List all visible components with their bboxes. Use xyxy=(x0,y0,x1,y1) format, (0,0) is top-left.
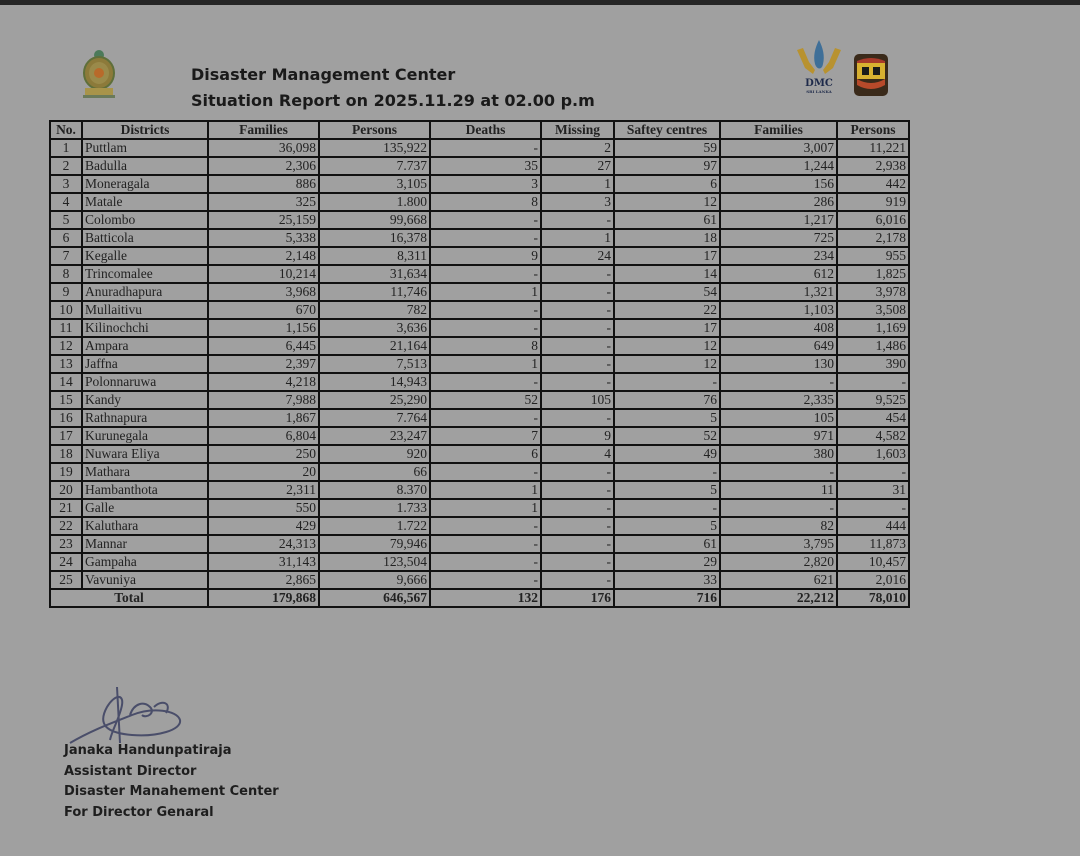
cell-persons: 3,105 xyxy=(319,175,430,193)
cell-safety-centres: 5 xyxy=(614,481,720,499)
cell-district: Gampaha xyxy=(82,553,208,571)
cell-deaths: - xyxy=(430,373,541,391)
cell-missing: 105 xyxy=(541,391,614,409)
cell-no: 1 xyxy=(50,139,82,157)
dmc-sri-lanka-logo xyxy=(793,38,845,96)
col-header-families: Families xyxy=(208,121,319,139)
cell-district: Batticola xyxy=(82,229,208,247)
total-label: Total xyxy=(50,589,208,607)
cell-safety-centres: 17 xyxy=(614,247,720,265)
cell-district: Colombo xyxy=(82,211,208,229)
signatory-name: Janaka Handunpatiraja xyxy=(64,743,232,758)
cell-no: 12 xyxy=(50,337,82,355)
cell-no: 5 xyxy=(50,211,82,229)
cell-no: 2 xyxy=(50,157,82,175)
cell-deaths: 1 xyxy=(430,481,541,499)
cell-safety-centres: 5 xyxy=(614,517,720,535)
cell-families: 2,311 xyxy=(208,481,319,499)
cell-deaths: - xyxy=(430,301,541,319)
cell-persons: 16,378 xyxy=(319,229,430,247)
cell-missing: - xyxy=(541,265,614,283)
cell-safety-centres: 12 xyxy=(614,337,720,355)
cell-no: 23 xyxy=(50,535,82,553)
cell-families: 429 xyxy=(208,517,319,535)
cell-district: Vavuniya xyxy=(82,571,208,589)
cell-deaths: 52 xyxy=(430,391,541,409)
cell-families: 2,148 xyxy=(208,247,319,265)
cell-no: 16 xyxy=(50,409,82,427)
cell-sc-persons: 442 xyxy=(837,175,909,193)
cell-missing: - xyxy=(541,481,614,499)
cell-sc-persons: 31 xyxy=(837,481,909,499)
cell-sc-persons: 2,016 xyxy=(837,571,909,589)
cell-no: 10 xyxy=(50,301,82,319)
cell-families: 20 xyxy=(208,463,319,481)
table-row xyxy=(50,571,909,589)
cell-no: 15 xyxy=(50,391,82,409)
situation-report-table xyxy=(49,120,910,608)
table-row xyxy=(50,517,909,535)
cell-safety-centres: - xyxy=(614,373,720,391)
cell-sc-persons: 1,603 xyxy=(837,445,909,463)
cell-missing: 3 xyxy=(541,193,614,211)
cell-deaths: 7 xyxy=(430,427,541,445)
cell-safety-centres: 61 xyxy=(614,535,720,553)
cell-district: Ampara xyxy=(82,337,208,355)
cell-families: 1,867 xyxy=(208,409,319,427)
cell-deaths: 8 xyxy=(430,337,541,355)
total-row xyxy=(50,589,909,607)
cell-persons: 123,504 xyxy=(319,553,430,571)
cell-families: 4,218 xyxy=(208,373,319,391)
dmc-logo-subtext: SRI LANKA xyxy=(806,89,832,94)
signatory-organization: Disaster Manahement Center xyxy=(64,784,279,799)
cell-deaths: - xyxy=(430,265,541,283)
cell-no: 21 xyxy=(50,499,82,517)
cell-missing: 27 xyxy=(541,157,614,175)
cell-sc-families: 82 xyxy=(720,517,837,535)
table-row xyxy=(50,463,909,481)
cell-missing: 1 xyxy=(541,175,614,193)
table-row xyxy=(50,445,909,463)
cell-missing: - xyxy=(541,553,614,571)
table-row xyxy=(50,265,909,283)
cell-district: Kurunegala xyxy=(82,427,208,445)
cell-no: 18 xyxy=(50,445,82,463)
cell-sc-families: 2,335 xyxy=(720,391,837,409)
cell-persons: 66 xyxy=(319,463,430,481)
sri-lanka-emblem-icon xyxy=(80,48,118,100)
cell-missing: - xyxy=(541,535,614,553)
cell-sc-persons: 444 xyxy=(837,517,909,535)
cell-district: Jaffna xyxy=(82,355,208,373)
cell-sc-families: 234 xyxy=(720,247,837,265)
organization-title: Disaster Management Center xyxy=(191,65,456,84)
table-row xyxy=(50,373,909,391)
cell-district: Hambanthota xyxy=(82,481,208,499)
cell-families: 31,143 xyxy=(208,553,319,571)
col-header-districts: Districts xyxy=(82,121,208,139)
cell-no: 6 xyxy=(50,229,82,247)
cell-missing: 9 xyxy=(541,427,614,445)
cell-families: 886 xyxy=(208,175,319,193)
cell-no: 17 xyxy=(50,427,82,445)
cell-safety-centres: 22 xyxy=(614,301,720,319)
top-bar xyxy=(0,0,1080,5)
handwritten-signature xyxy=(62,685,192,745)
cell-deaths: - xyxy=(430,463,541,481)
cell-safety-centres: 52 xyxy=(614,427,720,445)
cell-sc-families: 130 xyxy=(720,355,837,373)
table-row xyxy=(50,301,909,319)
report-header xyxy=(191,62,595,114)
cell-families: 3,968 xyxy=(208,283,319,301)
cell-persons: 21,164 xyxy=(319,337,430,355)
cell-missing: - xyxy=(541,355,614,373)
cell-safety-centres: 59 xyxy=(614,139,720,157)
cell-families: 550 xyxy=(208,499,319,517)
table-row xyxy=(50,247,909,265)
cell-district: Galle xyxy=(82,499,208,517)
cell-deaths: - xyxy=(430,535,541,553)
cell-deaths: 9 xyxy=(430,247,541,265)
dmc-logo-text: DMC xyxy=(805,78,833,89)
cell-missing: - xyxy=(541,337,614,355)
cell-missing: - xyxy=(541,571,614,589)
cell-deaths: - xyxy=(430,571,541,589)
cell-sc-persons: 2,178 xyxy=(837,229,909,247)
table-row xyxy=(50,157,909,175)
cell-no: 22 xyxy=(50,517,82,535)
cell-sc-families: 1,244 xyxy=(720,157,837,175)
cell-families: 2,306 xyxy=(208,157,319,175)
table-row xyxy=(50,319,909,337)
cell-persons: 1.722 xyxy=(319,517,430,535)
cell-sc-persons: - xyxy=(837,463,909,481)
cell-no: 3 xyxy=(50,175,82,193)
cell-sc-families: - xyxy=(720,373,837,391)
table-row xyxy=(50,553,909,571)
cell-missing: - xyxy=(541,463,614,481)
total-persons: 646,567 xyxy=(319,589,430,607)
cell-sc-persons: 919 xyxy=(837,193,909,211)
cell-sc-families: 2,820 xyxy=(720,553,837,571)
cell-sc-persons: 390 xyxy=(837,355,909,373)
cell-safety-centres: 17 xyxy=(614,319,720,337)
signatory-block xyxy=(64,741,279,823)
cell-district: Matale xyxy=(82,193,208,211)
cell-persons: 99,668 xyxy=(319,211,430,229)
cell-missing: - xyxy=(541,211,614,229)
cell-sc-families: 156 xyxy=(720,175,837,193)
cell-sc-families: 649 xyxy=(720,337,837,355)
col-header-sc-families: Families xyxy=(720,121,837,139)
cell-sc-persons: 1,825 xyxy=(837,265,909,283)
cell-no: 19 xyxy=(50,463,82,481)
cell-deaths: 6 xyxy=(430,445,541,463)
report-title: Situation Report on 2025.11.29 at 02.00 p.m xyxy=(191,91,595,110)
table-row xyxy=(50,193,909,211)
cell-district: Nuwara Eliya xyxy=(82,445,208,463)
cell-district: Puttlam xyxy=(82,139,208,157)
cell-persons: 8.370 xyxy=(319,481,430,499)
cell-sc-families: 621 xyxy=(720,571,837,589)
cell-families: 5,338 xyxy=(208,229,319,247)
cell-no: 13 xyxy=(50,355,82,373)
cell-safety-centres: 5 xyxy=(614,409,720,427)
cell-district: Mannar xyxy=(82,535,208,553)
flag-crest-logo xyxy=(853,53,889,97)
cell-district: Kilinochchi xyxy=(82,319,208,337)
table-row xyxy=(50,391,909,409)
cell-deaths: - xyxy=(430,517,541,535)
cell-deaths: 1 xyxy=(430,355,541,373)
cell-no: 8 xyxy=(50,265,82,283)
table-row xyxy=(50,355,909,373)
total-sc-persons: 78,010 xyxy=(837,589,909,607)
cell-persons: 79,946 xyxy=(319,535,430,553)
cell-sc-persons: 1,486 xyxy=(837,337,909,355)
cell-missing: 2 xyxy=(541,139,614,157)
cell-missing: - xyxy=(541,499,614,517)
cell-safety-centres: 33 xyxy=(614,571,720,589)
cell-safety-centres: - xyxy=(614,499,720,517)
cell-no: 14 xyxy=(50,373,82,391)
cell-sc-persons: 4,582 xyxy=(837,427,909,445)
cell-persons: 7.737 xyxy=(319,157,430,175)
cell-district: Anuradhapura xyxy=(82,283,208,301)
total-deaths: 132 xyxy=(430,589,541,607)
cell-missing: - xyxy=(541,517,614,535)
cell-sc-persons: 3,978 xyxy=(837,283,909,301)
cell-missing: - xyxy=(541,283,614,301)
cell-safety-centres: 76 xyxy=(614,391,720,409)
cell-sc-persons: 11,221 xyxy=(837,139,909,157)
cell-safety-centres: 54 xyxy=(614,283,720,301)
total-missing: 176 xyxy=(541,589,614,607)
table-row xyxy=(50,481,909,499)
cell-district: Trincomalee xyxy=(82,265,208,283)
col-header-deaths: Deaths xyxy=(430,121,541,139)
cell-deaths: 1 xyxy=(430,283,541,301)
cell-sc-families: - xyxy=(720,499,837,517)
cell-no: 25 xyxy=(50,571,82,589)
signatory-position: Assistant Director xyxy=(64,763,197,779)
cell-persons: 1.733 xyxy=(319,499,430,517)
cell-deaths: - xyxy=(430,409,541,427)
cell-safety-centres: 12 xyxy=(614,193,720,211)
cell-sc-persons: 3,508 xyxy=(837,301,909,319)
cell-persons: 14,943 xyxy=(319,373,430,391)
cell-families: 325 xyxy=(208,193,319,211)
cell-district: Badulla xyxy=(82,157,208,175)
cell-persons: 8,311 xyxy=(319,247,430,265)
cell-missing: - xyxy=(541,319,614,337)
table-row xyxy=(50,499,909,517)
total-sc-families: 22,212 xyxy=(720,589,837,607)
col-header-no: No. xyxy=(50,121,82,139)
table-row xyxy=(50,535,909,553)
cell-sc-persons: 6,016 xyxy=(837,211,909,229)
cell-missing: 24 xyxy=(541,247,614,265)
cell-sc-families: 3,007 xyxy=(720,139,837,157)
cell-safety-centres: 97 xyxy=(614,157,720,175)
cell-families: 2,865 xyxy=(208,571,319,589)
cell-deaths: - xyxy=(430,139,541,157)
table-body xyxy=(50,139,909,589)
cell-safety-centres: 49 xyxy=(614,445,720,463)
cell-sc-families: 380 xyxy=(720,445,837,463)
cell-families: 250 xyxy=(208,445,319,463)
cell-sc-persons: 955 xyxy=(837,247,909,265)
cell-sc-families: 725 xyxy=(720,229,837,247)
cell-sc-families: 286 xyxy=(720,193,837,211)
cell-no: 4 xyxy=(50,193,82,211)
cell-persons: 23,247 xyxy=(319,427,430,445)
cell-missing: - xyxy=(541,301,614,319)
cell-sc-persons: - xyxy=(837,373,909,391)
cell-district: Kegalle xyxy=(82,247,208,265)
cell-sc-persons: 1,169 xyxy=(837,319,909,337)
cell-sc-families: 3,795 xyxy=(720,535,837,553)
cell-sc-families: - xyxy=(720,463,837,481)
table-row xyxy=(50,139,909,157)
cell-deaths: 35 xyxy=(430,157,541,175)
cell-deaths: - xyxy=(430,553,541,571)
table-row xyxy=(50,229,909,247)
cell-families: 6,804 xyxy=(208,427,319,445)
cell-sc-persons: 9,525 xyxy=(837,391,909,409)
table-row xyxy=(50,409,909,427)
cell-persons: 135,922 xyxy=(319,139,430,157)
cell-deaths: - xyxy=(430,211,541,229)
cell-district: Rathnapura xyxy=(82,409,208,427)
cell-missing: 1 xyxy=(541,229,614,247)
cell-sc-families: 1,217 xyxy=(720,211,837,229)
cell-district: Moneragala xyxy=(82,175,208,193)
col-header-missing: Missing xyxy=(541,121,614,139)
cell-families: 24,313 xyxy=(208,535,319,553)
cell-sc-families: 11 xyxy=(720,481,837,499)
table-row xyxy=(50,175,909,193)
cell-deaths: - xyxy=(430,229,541,247)
cell-no: 24 xyxy=(50,553,82,571)
cell-sc-persons: 11,873 xyxy=(837,535,909,553)
cell-safety-centres: 29 xyxy=(614,553,720,571)
cell-families: 10,214 xyxy=(208,265,319,283)
cell-sc-persons: 2,938 xyxy=(837,157,909,175)
cell-missing: - xyxy=(541,409,614,427)
cell-no: 11 xyxy=(50,319,82,337)
signatory-on-behalf: For Director Genaral xyxy=(64,804,214,820)
table-header-row xyxy=(50,121,909,139)
table-row xyxy=(50,211,909,229)
cell-safety-centres: 18 xyxy=(614,229,720,247)
cell-persons: 3,636 xyxy=(319,319,430,337)
cell-families: 25,159 xyxy=(208,211,319,229)
cell-persons: 920 xyxy=(319,445,430,463)
cell-persons: 9,666 xyxy=(319,571,430,589)
cell-families: 7,988 xyxy=(208,391,319,409)
cell-persons: 11,746 xyxy=(319,283,430,301)
cell-deaths: 1 xyxy=(430,499,541,517)
cell-persons: 7.764 xyxy=(319,409,430,427)
cell-district: Mathara xyxy=(82,463,208,481)
cell-missing: 4 xyxy=(541,445,614,463)
cell-persons: 31,634 xyxy=(319,265,430,283)
cell-families: 2,397 xyxy=(208,355,319,373)
cell-district: Kandy xyxy=(82,391,208,409)
cell-safety-centres: - xyxy=(614,463,720,481)
cell-sc-persons: 454 xyxy=(837,409,909,427)
cell-persons: 25,290 xyxy=(319,391,430,409)
cell-sc-families: 971 xyxy=(720,427,837,445)
cell-sc-families: 1,321 xyxy=(720,283,837,301)
cell-sc-persons: - xyxy=(837,499,909,517)
cell-safety-centres: 61 xyxy=(614,211,720,229)
cell-deaths: - xyxy=(430,319,541,337)
cell-no: 7 xyxy=(50,247,82,265)
cell-district: Polonnaruwa xyxy=(82,373,208,391)
cell-families: 6,445 xyxy=(208,337,319,355)
col-header-safety-centres: Saftey centres xyxy=(614,121,720,139)
total-safety-centres: 716 xyxy=(614,589,720,607)
cell-safety-centres: 14 xyxy=(614,265,720,283)
cell-district: Kaluthara xyxy=(82,517,208,535)
cell-deaths: 8 xyxy=(430,193,541,211)
cell-persons: 7,513 xyxy=(319,355,430,373)
cell-persons: 782 xyxy=(319,301,430,319)
cell-families: 670 xyxy=(208,301,319,319)
cell-no: 20 xyxy=(50,481,82,499)
cell-no: 9 xyxy=(50,283,82,301)
total-families: 179,868 xyxy=(208,589,319,607)
table-row xyxy=(50,283,909,301)
col-header-persons: Persons xyxy=(319,121,430,139)
cell-families: 36,098 xyxy=(208,139,319,157)
cell-families: 1,156 xyxy=(208,319,319,337)
cell-missing: - xyxy=(541,373,614,391)
cell-sc-families: 105 xyxy=(720,409,837,427)
cell-persons: 1.800 xyxy=(319,193,430,211)
table-row xyxy=(50,337,909,355)
cell-safety-centres: 12 xyxy=(614,355,720,373)
cell-safety-centres: 6 xyxy=(614,175,720,193)
cell-sc-families: 612 xyxy=(720,265,837,283)
cell-sc-families: 1,103 xyxy=(720,301,837,319)
table-row xyxy=(50,427,909,445)
col-header-sc-persons: Persons xyxy=(837,121,909,139)
cell-sc-families: 408 xyxy=(720,319,837,337)
cell-sc-persons: 10,457 xyxy=(837,553,909,571)
cell-deaths: 3 xyxy=(430,175,541,193)
cell-district: Mullaitivu xyxy=(82,301,208,319)
